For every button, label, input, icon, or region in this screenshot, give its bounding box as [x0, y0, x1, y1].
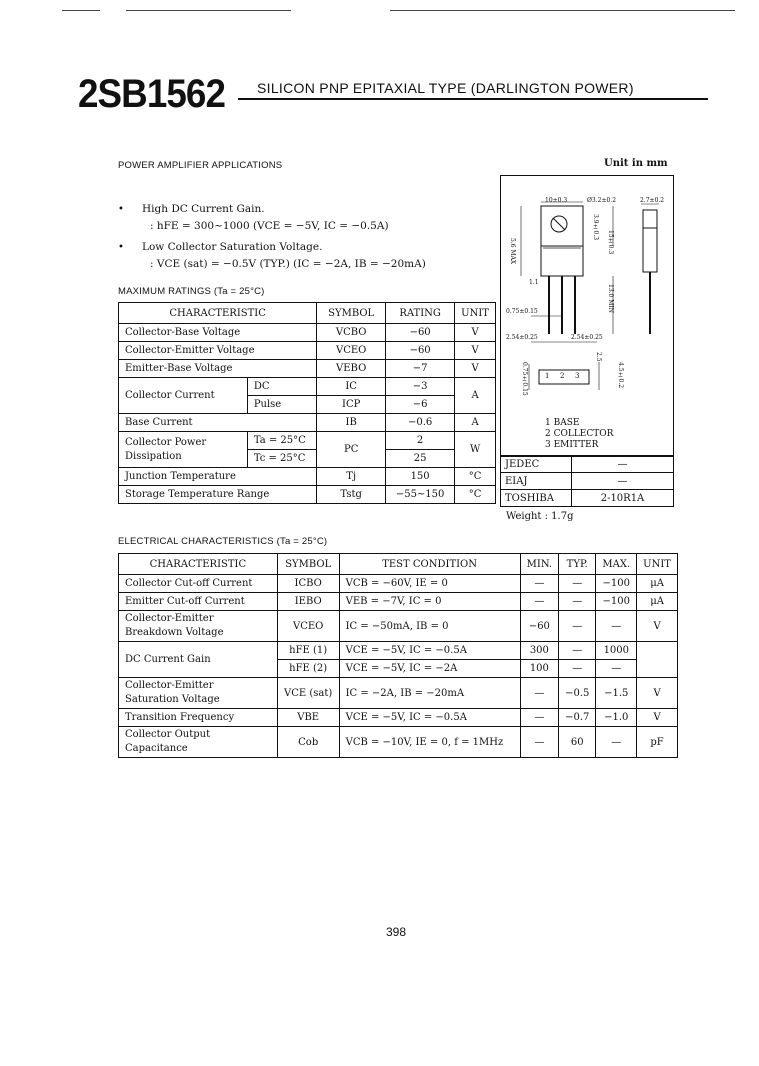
cell: —	[520, 709, 558, 727]
table-row	[501, 473, 674, 490]
col-header: CHARACTERISTIC	[119, 303, 317, 324]
top-rule-2	[126, 10, 291, 11]
table-row	[119, 468, 496, 486]
cell	[637, 642, 678, 678]
elec-title: ELECTRICAL CHARACTERISTICS (Ta = 25°C)	[118, 536, 328, 547]
cell: −3	[386, 378, 455, 396]
cell: Collector-Base Voltage	[119, 324, 317, 342]
cell: 1000	[596, 642, 637, 660]
col-header: UNIT	[455, 303, 496, 324]
table-header	[119, 303, 496, 324]
cell: —	[559, 642, 596, 660]
weight-label: Weight : 1.7g	[506, 511, 574, 522]
cell: μA	[637, 593, 678, 611]
cell: W	[455, 432, 496, 468]
table-row	[501, 456, 674, 473]
table-row	[501, 490, 674, 507]
cell: —	[596, 727, 637, 758]
col-header: TEST CONDITION	[339, 554, 520, 575]
cell: −0.6	[386, 414, 455, 432]
cell: −1.5	[596, 678, 637, 709]
table-row	[119, 342, 496, 360]
cell: VEB = −7V, IC = 0	[339, 593, 520, 611]
dim-label: 1.1	[529, 279, 539, 286]
title-rule	[238, 98, 708, 100]
col-header: SYMBOL	[317, 303, 386, 324]
dim-label: 2.5	[595, 352, 602, 362]
cell: °C	[455, 486, 496, 504]
dim-label: 15±0.3	[607, 230, 614, 255]
feature-2-title: Low Collector Saturation Voltage.	[142, 241, 323, 253]
cell: Collector-Emitter Voltage	[119, 342, 317, 360]
cell: —	[520, 575, 558, 593]
cell: −1.0	[596, 709, 637, 727]
cell: VCE (sat)	[277, 678, 339, 709]
cell: −0.7	[559, 709, 596, 727]
cell: V	[637, 709, 678, 727]
pin-legend-item: 3 EMITTER	[545, 440, 599, 450]
cell: V	[455, 360, 496, 378]
cell: VBE	[277, 709, 339, 727]
cell: ICP	[317, 396, 386, 414]
table-row	[119, 378, 496, 396]
electrical-table	[118, 553, 678, 758]
cell: 2-10R1A	[572, 490, 674, 507]
dim-label: 5.6 MAX	[509, 238, 516, 265]
feature-1-title: High DC Current Gain.	[142, 203, 265, 215]
cell: VCE = −5V, IC = −2A	[339, 660, 520, 678]
cell: Base Current	[119, 414, 317, 432]
dim-label: Ø3.2±0.2	[587, 197, 617, 204]
cell: VEBO	[317, 360, 386, 378]
cell-line: Collector-Emitter	[125, 613, 214, 624]
cell: V	[637, 611, 678, 642]
cell: —	[596, 660, 637, 678]
cell-line: Collector-Emitter	[125, 680, 214, 691]
cell: 2	[386, 432, 455, 450]
cell: A	[455, 414, 496, 432]
cell: −7	[386, 360, 455, 378]
cell: μA	[637, 575, 678, 593]
cell: —	[559, 660, 596, 678]
table-row	[119, 611, 678, 642]
cell: hFE (1)	[277, 642, 339, 660]
page-number: 398	[386, 925, 407, 939]
dim-label: 4.5±0.2	[617, 362, 624, 389]
cell	[119, 432, 248, 468]
table-row	[119, 486, 496, 504]
cell	[119, 727, 278, 758]
cell: Tstg	[317, 486, 386, 504]
cell: JEDEC	[501, 456, 572, 473]
cell: —	[520, 593, 558, 611]
cell: IEBO	[277, 593, 339, 611]
table-row	[119, 324, 496, 342]
table-row	[119, 575, 678, 593]
package-standards-table	[500, 455, 674, 507]
cell: VCEO	[317, 342, 386, 360]
cell: IB	[317, 414, 386, 432]
cell: −60	[520, 611, 558, 642]
unit-label: Unit in mm	[604, 158, 668, 169]
feature-1-detail: : hFE = 300~1000 (VCE = −5V, IC = −0.5A)	[150, 220, 389, 232]
cell: Tc = 25°C	[247, 450, 316, 468]
cell: Emitter-Base Voltage	[119, 360, 317, 378]
cell: −60	[386, 342, 455, 360]
feature-2-detail: : VCE (sat) = −0.5V (TYP.) (IC = −2A, IB = −20mA)	[150, 258, 426, 270]
cell: V	[637, 678, 678, 709]
cell: —	[572, 473, 674, 490]
cell: 60	[559, 727, 596, 758]
cell: Pulse	[247, 396, 316, 414]
top-rule-3	[390, 10, 735, 11]
cell: −100	[596, 593, 637, 611]
part-subtitle: SILICON PNP EPITAXIAL TYPE (DARLINGTON POWER)	[257, 80, 634, 96]
cell: °C	[455, 468, 496, 486]
application-heading: POWER AMPLIFIER APPLICATIONS	[118, 160, 283, 171]
cell: 100	[520, 660, 558, 678]
col-header: MAX.	[596, 554, 637, 575]
bullet-icon: •	[118, 204, 124, 215]
cell: −100	[596, 575, 637, 593]
dim-label: 2.54±0.25	[571, 334, 603, 341]
cell: Cob	[277, 727, 339, 758]
package-drawing-frame	[500, 175, 674, 457]
bullet-icon: •	[118, 242, 124, 253]
col-header: MIN.	[520, 554, 558, 575]
cell-line: Dissipation	[125, 450, 182, 462]
dim-label: 3.9±0.3	[592, 214, 599, 241]
cell: VCE = −5V, IC = −0.5A	[339, 709, 520, 727]
cell: 25	[386, 450, 455, 468]
table-row	[119, 727, 678, 758]
part-number: 2SB1562	[78, 72, 226, 116]
cell: V	[455, 342, 496, 360]
table-row	[119, 678, 678, 709]
col-header: UNIT	[637, 554, 678, 575]
dim-label: 0.75±0.15	[506, 308, 538, 315]
cell: VCEO	[277, 611, 339, 642]
cell: —	[559, 575, 596, 593]
cell: IC	[317, 378, 386, 396]
cell: VCE = −5V, IC = −0.5A	[339, 642, 520, 660]
pin-num: 2	[560, 372, 565, 380]
table-row	[119, 642, 678, 660]
max-ratings-table	[118, 302, 496, 504]
dim-label: 13.0 MIN	[607, 284, 614, 314]
cell: pF	[637, 727, 678, 758]
cell: −60	[386, 324, 455, 342]
pin-num: 1	[545, 372, 550, 380]
cell: Storage Temperature Range	[119, 486, 317, 504]
pin-legend-item: 2 COLLECTOR	[545, 429, 614, 439]
cell: VCB = −60V, IE = 0	[339, 575, 520, 593]
cell: IC = −50mA, IB = 0	[339, 611, 520, 642]
top-rule-1	[62, 10, 100, 11]
cell: —	[572, 456, 674, 473]
cell: Collector Current	[119, 378, 248, 414]
cell-line: Capacitance	[125, 743, 188, 754]
package-outline-svg	[501, 176, 673, 456]
cell: 150	[386, 468, 455, 486]
table-row	[119, 593, 678, 611]
cell: 300	[520, 642, 558, 660]
cell	[119, 678, 278, 709]
cell: Ta = 25°C	[247, 432, 316, 450]
cell: VCB = −10V, IE = 0, f = 1MHz	[339, 727, 520, 758]
cell-line: Saturation Voltage	[125, 694, 220, 705]
pin-legend	[545, 418, 613, 451]
cell: V	[455, 324, 496, 342]
dim-label: 2.54±0.25	[506, 334, 538, 341]
cell: Tj	[317, 468, 386, 486]
cell: −0.5	[559, 678, 596, 709]
cell: DC Current Gain	[119, 642, 278, 678]
col-header: TYP.	[559, 554, 596, 575]
cell	[119, 611, 278, 642]
cell: DC	[247, 378, 316, 396]
dim-label: 2.7±0.2	[640, 197, 665, 204]
cell: −6	[386, 396, 455, 414]
cell-line: Collector Power	[125, 436, 207, 448]
table-row	[119, 360, 496, 378]
col-header: RATING	[386, 303, 455, 324]
cell-line: Breakdown Voltage	[125, 627, 224, 638]
dim-label: 0.75±0.15	[521, 362, 528, 396]
table-row	[119, 414, 496, 432]
cell: Junction Temperature	[119, 468, 317, 486]
cell: Emitter Cut-off Current	[119, 593, 278, 611]
cell: Collector Cut-off Current	[119, 575, 278, 593]
cell: —	[596, 611, 637, 642]
cell: VCBO	[317, 324, 386, 342]
cell: —	[559, 593, 596, 611]
dim-label: 10±0.3	[545, 197, 568, 204]
cell: —	[559, 611, 596, 642]
cell: PC	[317, 432, 386, 468]
table-row	[119, 432, 496, 450]
cell: IC = −2A, IB = −20mA	[339, 678, 520, 709]
col-header: CHARACTERISTIC	[119, 554, 278, 575]
cell: TOSHIBA	[501, 490, 572, 507]
pin-num: 3	[575, 372, 580, 380]
table-row	[119, 709, 678, 727]
cell: EIAJ	[501, 473, 572, 490]
cell: —	[520, 727, 558, 758]
cell: A	[455, 378, 496, 414]
cell: ICBO	[277, 575, 339, 593]
pin-legend-item: 1 BASE	[545, 418, 580, 428]
cell: hFE (2)	[277, 660, 339, 678]
cell: Transition Frequency	[119, 709, 278, 727]
cell: −55~150	[386, 486, 455, 504]
cell: —	[520, 678, 558, 709]
cell-line: Collector Output	[125, 729, 211, 740]
table-header	[119, 554, 678, 575]
max-ratings-title: MAXIMUM RATINGS (Ta = 25°C)	[118, 286, 265, 297]
col-header: SYMBOL	[277, 554, 339, 575]
